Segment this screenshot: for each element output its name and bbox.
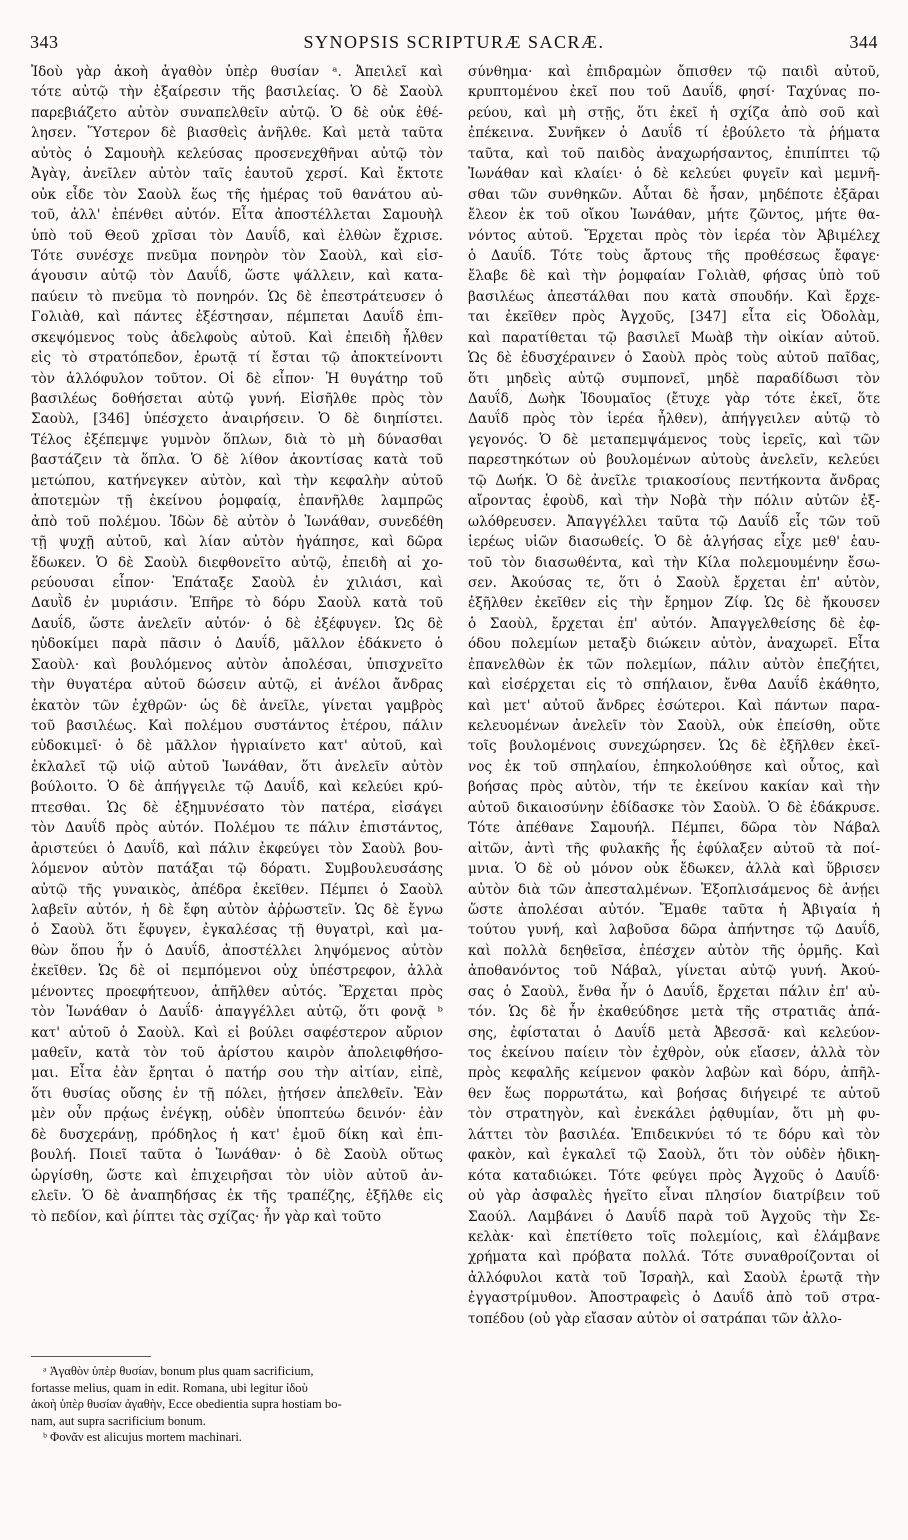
page-number-right: 344 xyxy=(849,32,878,52)
left-column-line: κατ' αὐτοῦ ὁ Σαοὺλ. Καὶ εἰ βούλει σαφέστερον αὔριον xyxy=(31,1024,443,1041)
right-column-line: κελευομένων ἀνελεῖν τὸν Σαοὺλ, οὐκ ἐπείσθη, οὔτε xyxy=(468,718,880,734)
right-column-line: ὁ Δαυΐδ. Τότε τοὺς ἄρτους τῆς προθέσεως ἔφαγε· xyxy=(468,247,880,264)
left-column-line: μαθεῖν, κατὰ τὸν τοῦ ἀρίστου καιρὸν ἀπολειφθήσο- xyxy=(31,1045,443,1061)
right-column-line: ἐπανελθὼν ἐκ τῶν πολεμίων, πάλιν αὐτὸν ἐπεζήτει, xyxy=(468,656,880,673)
left-column-line: εἰς τὸ στρατόπεδον, ἐρωτᾷ τί ἔσται τῷ ἀποκτείνοντι xyxy=(31,350,443,367)
left-column-line: αὐτῷ τῆς γυναικὸς, ἀπέδρα ἐκεῖθεν. Πέμπει ὁ Σαοὺλ xyxy=(31,881,443,898)
left-column-line: μένοντες προεφήτευον, ἀπῆλθεν αὐτός. Ἔρχεται πρὸς xyxy=(31,983,443,1000)
left-column-line: θὼν ὅπου ἦν ὁ Δαυΐδ, ἀποστέλλει ληψόμενος αὐτὸν xyxy=(31,942,443,959)
left-column-line: τοῦ, ἀλλ' ἐπένθει αὐτόν. Εἶτα ἀποστέλλεται Σαμουὴλ xyxy=(31,207,443,224)
right-column-line: σας ὁ Σαοὺλ, ἔνθα ἦν ὁ Δαυΐδ, ἔρχεται πάλιν ἐπ' αὐ- xyxy=(468,983,880,1000)
left-column-line: λαβεῖν αὐτόν, ἡ δὲ ἔφη αὐτὸν ἀῤῥωστεῖν. Ὡς δὲ ἔγνω xyxy=(31,901,443,918)
left-column-line: Γολιὰθ, καὶ πάντες ἐξέστησαν, πέμπεται Δαυΐδ ἐπι- xyxy=(31,309,443,326)
right-column-line: ται ἐκεῖθεν πρὸς Ἀγχοῦς, [347] εἶτα εἰς Ὀδολὰμ, xyxy=(468,309,880,326)
right-column-line: φακὸν, καὶ ἐγκαλεῖ τῷ Σαοὺλ, ὅτι τὸν οὐδὲν ἠδικη- xyxy=(468,1147,880,1164)
left-column-line: μὲν οὖν πρᾴως ἐνέγκῃ, οὐδὲν ὑποπτεύω δεινόν· ἐὰν xyxy=(31,1106,443,1123)
right-column-line: μνια. Ὁ δὲ οὐ μόνον οὐκ ἔδωκεν, ἀλλὰ καὶ ὕβρισεν xyxy=(468,861,880,878)
right-column-line: αἰτῶν, ἀντὶ τῆς φυλακῆς ἧς ἐφύλαξεν αὐτοῦ τὰ ποί- xyxy=(468,840,880,857)
right-column-line: ὅτι μηδεὶς αὐτῷ συμπονεῖ, μηδὲ παραδίδωσι τὸν xyxy=(468,370,880,387)
right-column-line: ἱερέως υἱῶν διασωθείς. Ὁ δὲ ἀλγήσας εἶχε μεθ' ἑαυ- xyxy=(468,534,880,551)
left-column-line: ὅτι θυσίας οὔσης ἐν τῇ πόλει, ᾐτήσεν ἀπελθεῖν. Ἐὰν xyxy=(31,1085,443,1102)
right-column-line: σθαι τῶν συνθηκῶν. Αὗται δὲ ἦσαν, μηδέποτε ἐξᾶραι xyxy=(468,186,880,203)
left-column-line: άγουσιν αὐτῷ τὸν Δαυΐδ, ὥστε ψάλλειν, καὶ κατα- xyxy=(31,268,443,285)
left-text-column xyxy=(31,62,443,1227)
left-column-line: μαι. Εἶτα ἐὰν ἔρηται ὁ πατήρ σου τὴν αἰτίαν, εἰπὲ, xyxy=(31,1065,443,1082)
footnote-line: nam, aut supra sacrificium bonum. xyxy=(31,1413,206,1428)
left-column-line: ἐκλαλεῖ τῷ υἱῷ αὐτοῦ Ἰωνάθαν, ὅτι ἀνελεῖν αὐτὸν xyxy=(31,758,443,775)
right-column-line: τούτου γυνή, καὶ λαβοῦσα δῶρα ἀπήντησε τῷ Δαυΐδ, xyxy=(468,922,880,939)
left-column-line: ελεῖν. Ὁ δὲ ἀναπηδήσας ἐκ τῆς τραπέζης, ἐξῆλθε εἰς xyxy=(31,1188,443,1205)
left-column-line: βασιλέως δοθήσεται αὐτῷ γυνή. Εἰσῆλθε πρὸς τὸν xyxy=(31,391,443,407)
right-column-line: τῷ Δωήκ. Ὁ δὲ ἀνεῖλε τριακοσίους πεντήκοντα ἄνδρας xyxy=(468,472,880,489)
left-column-line: μετώπου, κατήνεγκεν αὐτὸν, καὶ τὴν κεφαλὴν αὐτοῦ xyxy=(31,472,443,489)
footnote-line: ᵃ Ἀγαθὸν ὑπὲρ θυσίαν, bonum plus quam sacrificium, xyxy=(43,1364,314,1378)
left-column-line: παρεβιάζετο αὐτὸν συναπελθεῖν αὐτῷ. Ὁ δὲ οὐκ ἐθέ- xyxy=(31,104,443,121)
right-column-line: βασιλέως ἀπεστάλθαι που κατὰ σπουδήν. Καὶ ἔρχε- xyxy=(468,288,880,305)
right-column-line: νος ἐκ τοῦ σπηλαίου, ἐπηκολούθησε καὶ οὗτος, καὶ xyxy=(468,758,880,775)
right-column-line: τὸν στρατηγὸν, καὶ ἐνεκάλει ῥᾳθυμίαν, ὅτι μὴ φυ- xyxy=(468,1106,880,1123)
left-column-line: ρεύουσαι εἶπον· Ἐπάταξε Σαοὺλ ἐν χιλιάσι, καὶ xyxy=(31,574,443,591)
left-column-line: βαστάζειν τὰ ὅπλα. Ὁ δὲ λίθον ἀκοντίσας κατὰ τοῦ xyxy=(31,452,443,469)
left-column-line: λησεν. Ὕστερον δὲ βιασθεὶς ἀνῆλθε. Καὶ μετὰ ταῦτα xyxy=(31,125,443,142)
left-column-line: οὐκ εἶδε τὸν Σαοὺλ ἕως τῆς ἡμέρας τοῦ θανάτου αὐ- xyxy=(31,186,443,203)
right-column-line: κότα καταδιώκει. Τότε φεύγει πρὸς Ἀγχοῦς ὁ Δαυΐδ· xyxy=(468,1167,880,1184)
left-column-line: παύειν τὸ πνεῦμα τὸ πονηρόν. Ὡς δὲ ἐπεστράτευσεν ὁ xyxy=(31,288,443,305)
left-column-line: Δαυῒδ ἐν μυριάσιν. Ἐπῆρε τὸ δόρυ Σαοὺλ κατὰ τοῦ xyxy=(31,595,443,612)
left-column-line: βουλή. Ποιεῖ ταῦτα ὁ Ἰωνάθαν· ὁ δὲ Σαοὺλ οὕτως xyxy=(31,1147,443,1164)
right-column-line: ὥστε ἀπολέσαι αὐτόν. Ἔμαθε ταῦτα ἡ Ἀβιγαία ἡ xyxy=(468,901,880,918)
left-column-line: ἀπὸ τοῦ πολέμου. Ἰδὼν δὲ αὐτὸν ὁ Ἰωνάθαν, συνεδέθη xyxy=(31,513,443,530)
right-column-line: ἀποθανόντος τοῦ Νάβαλ, γίνεται αὐτῷ γυνή. Ἀκού- xyxy=(468,963,880,980)
left-column-line: τὸν Δαυΐδ πρὸς αὐτόν. Πολέμου τε πάλιν ἐπιστάντος, xyxy=(31,820,443,837)
right-column-line: τος ἐκείνου παίειν τὸν ἐχθρὸν, οὐκ εἴασεν, ἀλλὰ τὸν xyxy=(468,1045,880,1061)
right-column-line: ἔλαβε δὲ καὶ τὴν ῥομφαίαν Γολιὰθ, φήσας ὑπὸ τοῦ xyxy=(468,268,880,285)
running-title: SYNOPSIS SCRIPTURÆ SACRÆ. xyxy=(303,32,605,52)
right-column-line: κρυπτομένου ἐκεῖ που τοῦ Δαυΐδ, φησί· Ταχύνας πο- xyxy=(468,84,880,101)
left-column-line: τὸν Ἰωνάθαν ὁ Δαυΐδ· ἀπαγγέλλει αὐτῷ, ὅτι φονᾷ ᵇ xyxy=(31,1004,443,1021)
left-column-line: Ἰδοὺ γὰρ ἀκοὴ ἀγαθὸν ὑπὲρ θυσίαν ᵃ. Ἀπειλεῖ καὶ xyxy=(31,64,443,80)
right-column-line: ταῦτα, καὶ τοῦ παιδὸς ἀναχωρήσαντος, ἐπιπίπτει τῷ xyxy=(468,145,880,162)
right-column-line: καὶ παρατίθεται τῷ βασιλεῖ Μωὰβ τὴν οἰκίαν αὐτοῦ. xyxy=(468,329,880,346)
left-column-line: τῇ ψυχῇ αὐτοῦ, καὶ λίαν αὐτὸν ἠγάπησε, καὶ δῶρα xyxy=(31,534,443,551)
right-column-line: τοῦ τὸν διασωθέντα, καὶ τὴν Κίλα πολεμουμένην ἔσω- xyxy=(468,554,880,571)
right-column-line: βοήσας πρὸς αὐτὸν, τήν τε ἐκείνου κακίαν καὶ τὴν xyxy=(468,779,880,796)
right-column-line: λάττει τὸν βασιλέα. Ἐπιδεικνύει τό τε δόρυ καὶ τὸν xyxy=(468,1126,880,1143)
right-column-line: οὐ γὰρ ἀσφαλὲς ἡγεῖτο εἶναι πλησίον διατρίβειν τοῦ xyxy=(468,1188,880,1205)
left-column-line: Τέλος ἐξέπεμψε γυμνὸν ὅπλων, διὰ τὸ μὴ δύνασθαι xyxy=(31,431,443,448)
left-column-line: Σαοὺλ, [346] ὑπέσχετο ἀναιρήσειν. Ὁ δὲ διηπίστει. xyxy=(31,411,443,428)
right-text-column xyxy=(468,62,880,1329)
right-column-line: παρεστηκότων οὐ βουλομένων αὐτοὺς ἀνελεῖν, κελεύει xyxy=(468,452,880,469)
left-column-line: Τότε συνέσχε πνεῦμα πονηρὸν τὸν Σαοὺλ, καὶ εἰσ- xyxy=(31,247,443,264)
right-column-line: ἀλλόφυλοι κατὰ τοῦ Ἰσραὴλ, καὶ Σαοὺλ ἐρωτᾷ τὴν xyxy=(468,1269,880,1286)
page-number-left: 343 xyxy=(30,32,59,52)
left-column-line: τὸ πεδίον, καὶ ῥίπτει τὰς σχίζας· ἦν γὰρ καὶ τοῦτο xyxy=(31,1208,382,1225)
right-column-line: καὶ εἰσέρχεται εἰς τὸ σπήλαιον, ἔνθα Δαυΐδ ἐκάθητο, xyxy=(468,677,880,694)
left-column-line: λόμενον αὐτὸν πατάξαι τῷ δόρατι. Συμβουλευσάσης xyxy=(31,861,443,878)
right-column-line: Δαυΐδ, Δωὴκ Ἰδουμαῖος (ἔτυχε γὰρ τότε ἐκεῖ, ὅτε xyxy=(468,391,880,407)
left-column-line: αὐτὸς ὁ Σαμουὴλ κελεύσας προσενεχθῆναι αὐτῷ τὸν xyxy=(31,145,443,162)
right-column-line: Ἰωνάθαν καὶ κλαίει· ὁ δὲ κελεύει φυγεῖν καὶ μεμνῆ- xyxy=(468,166,880,183)
right-column-line: σεν. Ἀκούσας τε, ὅτι ὁ Σαοὺλ ἔρχεται ἐπ' αὐτὸν, xyxy=(468,574,880,591)
left-column-line: τὸν ἀλλόφυλον τοῦτον. Οἱ δὲ εἶπον· Ἡ θυγάτηρ τοῦ xyxy=(31,370,443,387)
right-column-line: ωλόθρευσεν. Ἀπαγγέλλει ταῦτα τῷ Δαυΐδ εἷς τῶν τοῦ xyxy=(468,513,880,530)
left-column-line: σκεψόμενος τοὺς ἀδελφοὺς αὐτοῦ. Καὶ ἐπειδὴ ἦλθεν xyxy=(31,329,443,346)
right-column-line: καὶ πολλὰ δεηθεῖσα, ἐπέσχεν αὐτὸν τῆς ὁρμῆς. Καὶ xyxy=(468,942,880,959)
right-column-line: Σαούλ. Λαμβάνει ὁ Δαυΐδ παρὰ τοῦ Ἀγχοῦς τὴν Σε- xyxy=(468,1208,880,1225)
right-column-line: αἴροντας ἐφοὺδ, καὶ τὴν Νοβὰ τὴν πόλιν αὐτῶν ἐξ- xyxy=(468,493,880,510)
right-column-line: ἐγγαστρίμυθον. Ἀποστραφεὶς ὁ Δαυΐδ ἀπὸ τοῦ στρα- xyxy=(468,1290,880,1307)
right-column-line: τόν. Ὡς δὲ ἦν ἐκαθεύδησε μετὰ τῆς στρατιᾶς ἀπά- xyxy=(468,1004,880,1021)
left-column-line: εὐδοκιμεῖ· ὁ δὲ μᾶλλον ἠγριαίνετο κατ' αὐτοῦ, καὶ xyxy=(31,738,443,755)
right-column-line: αὐτοῦ δικαιοσύνην ἐδίδασκε τὸν Σαοὺλ. Ὁ δὲ ἐδάκρυσε. xyxy=(468,799,880,816)
right-column-line: σύνθημα· καὶ ἐπιδραμὼν ὄπισθεν τῷ παιδὶ αὐτοῦ, xyxy=(468,64,880,80)
left-column-line: πτεσθαι. Ὡς δὲ ἐξημυνέσατο τὸν πατέρα, εἰσάγει xyxy=(31,799,443,816)
right-column-line: πρὸς κεφαλῆς κείμενον φακὸν λαβὼν καὶ δόρυ, ἀπῆλ- xyxy=(468,1065,880,1082)
right-column-line: ἐξῆλθεν ἐκεῖθεν εἰς τὴν ἔρημον Ζίφ. Ὡς δὲ ἤκουσεν xyxy=(468,595,880,612)
right-column-line: χρήματα καὶ πρόβατα πολλά. Τότε συναθροίζονται οἱ xyxy=(468,1249,880,1266)
left-column-line: ἑκατὸν τῶν ἐχθρῶν· ὡς δὲ ἀνεῖλε, γίνεται γαμβρὸς xyxy=(31,697,443,714)
left-column-line: ἐκεῖθεν. Ὡς δὲ οἱ πεμπόμενοι οὐχ ὑπέστρεφον, ἀλλὰ xyxy=(31,963,443,980)
right-column-line: όδου πολεμίων μεταξὺ διώκειν αὐτὸν, ἀναχωρεῖ. Εἶτα xyxy=(468,636,880,653)
right-column-line: ρεύου, καὶ μὴ στῇς, ὅτι ἐκεῖ ἡ σχίζα ἀπὸ σοῦ καὶ xyxy=(468,104,880,121)
left-column-line: ηὐδοκίμει παρὰ πᾶσιν ὁ Δαυΐδ, μᾶλλον ἐδάκνετο ὁ xyxy=(31,636,443,653)
right-column-line: Δαυΐδ πρὸς τὸν ἱερέα ἦλθεν), ἀπήγγειλεν αὐτῷ τὸ xyxy=(468,411,880,428)
right-column-line: τοῖς βουλομένοις συνεχώρησεν. Ὡς δὲ ἐξῆλθεν ἐκεῖ- xyxy=(468,738,880,755)
right-column-line: Τότε ἀπέθανε Σαμουήλ. Πέμπει, δῶρα τὸν Νάβαλ xyxy=(468,820,880,837)
left-column-line: ὠργίσθη, ὥστε καὶ ἐπιχειρῆσαι τὸν υἱὸν αὐτοῦ ἀν- xyxy=(31,1167,443,1184)
footnote-line: ἀκοὴ ὑπὲρ θυσίαν ἀγαθὴν, Ecce obedientia supra hostiam bo- xyxy=(31,1397,342,1411)
left-column-line: Δαυΐδ, ὥστε ἀνελεῖν αὐτόν· ὁ δὲ ἐξέφυγεν. Ὡς δὲ xyxy=(31,615,443,632)
right-column-line: ἐπέκεινα. Συνῆκεν ὁ Δαυΐδ τί ἐβούλετο τὰ ῥήματα xyxy=(468,125,880,142)
right-column-line: σης, ἐφίσταται ὁ Δαυΐδ μετὰ Ἀβεσσᾶ· καὶ κελεύον- xyxy=(468,1024,880,1041)
left-column-line: δὲ δυσχεράνῃ, πρόδηλος ἡ κατ' ἐμοῦ δίκη καὶ ἐπι- xyxy=(31,1126,443,1143)
left-column-line: τότε αὐτῷ τὴν ἐξαίρεσιν τῆς βασιλείας. Ὁ δὲ Σαοὺλ xyxy=(31,84,443,101)
right-column-line: καὶ μετ' αὐτοῦ ἄνδρες ἐσώτεροι. Καὶ πάντων παρα- xyxy=(468,697,880,714)
right-column-line: ἔλεον ἐκ τοῦ οἴκου Ἰωνάθαν, μήτε ζῶντος, μήτε θα- xyxy=(468,207,880,224)
running-header xyxy=(30,32,878,56)
left-column-line: Σαοὺλ· καὶ βουλόμενος αὐτὸν ἀπολέσαι, ὑπισχνεῖτο xyxy=(31,656,443,673)
right-column-line: αὐτὸν διὰ τῶν ἀπεσταλμένων. Ἐξοπλισάμενος δὲ ἀνῄει xyxy=(468,881,880,898)
footnote-line: ᵇ Φονᾶν est alicujus mortem machinari. xyxy=(43,1430,242,1444)
right-column-line: νόντος αὐτοῦ. Ἔρχεται πρὸς τὸν ἱερέα τὸν Ἀβιμέλεχ xyxy=(468,227,880,244)
left-column-line: ἀριστεύει ὁ Δαυΐδ, καὶ πάλιν ἐκφεύγει τὸν Σαοὺλ βου- xyxy=(31,840,443,857)
left-column-line: τοῦ βασιλέως. Καὶ πολέμου συστάντος ἐτέρου, πάλιν xyxy=(31,718,443,734)
left-column-line: ὑπὸ τοῦ Θεοῦ χρῖσαι τὸν Δαυΐδ, καὶ ἐλθὼν ἔχρισε. xyxy=(31,227,443,244)
right-column-line: Ὡς δὲ ἐδυσχέραινεν ὁ Σαοὺλ πρὸς τοὺς αὐτοῦ παῖδας, xyxy=(468,350,880,367)
right-column-line: τοπέδου (οὐ γὰρ εἴασαν αὐτὸν οἱ σατράπαι τῶν ἀλλο- xyxy=(468,1310,842,1327)
footnote-rule xyxy=(31,1356,151,1357)
right-column-line: γεγονός. Ὁ δὲ μεταπεμψάμενος τοὺς ἱερεῖς, καὶ τῶν xyxy=(468,431,880,448)
left-column-line: τὴν θυγατέρα αὐτοῦ δώσειν αὐτῷ, εἰ ἀνέλοι ἄνδρας xyxy=(31,677,443,694)
left-column-line: ὁ Σαοὺλ ὅτι ἔφυγεν, ἐγκαλέσας τῇ θυγατρὶ, καὶ μα- xyxy=(31,922,443,939)
right-column-line: κελὰκ· καὶ ἐπετίθετο τοῖς πολεμίοις, καὶ ἐλάμβανε xyxy=(468,1228,880,1245)
footnotes xyxy=(31,1356,443,1446)
right-column-line: ὁ Σαοὺλ, ἔρχεται ἐπ' αὐτόν. Ἀπαγγελθείσης δὲ ἐφ- xyxy=(468,615,880,632)
left-column-line: Ἀγὰγ, ἀνεῖλεν αὐτὸν ταῖς ἑαυτοῦ χερσί. Καὶ ἔκτοτε xyxy=(31,166,443,183)
left-column-line: ἔδωκεν. Ὁ δὲ Σαοὺλ διεφθονεῖτο αὐτῷ, ἐπειδὴ αἱ χο- xyxy=(31,554,443,571)
footnote-line: fortasse melius, quam in edit. Romana, ubi legitur ἰδοὺ xyxy=(31,1380,308,1395)
left-column-line: ἀποτεμὼν τῇ ἐκείνου ῥομφαίᾳ, ἐπανῆλθε λαμπρῶς xyxy=(31,493,443,510)
right-column-line: θεν ἕως πορρωτάτω, καὶ βοήσας διήγειρέ τε αὐτοῦ xyxy=(468,1085,880,1102)
left-column-line: βούλοιτο. Ὁ δὲ ἀπήγγειλε τῷ Δαυΐδ, καὶ κελεύει κρύ- xyxy=(31,779,443,796)
